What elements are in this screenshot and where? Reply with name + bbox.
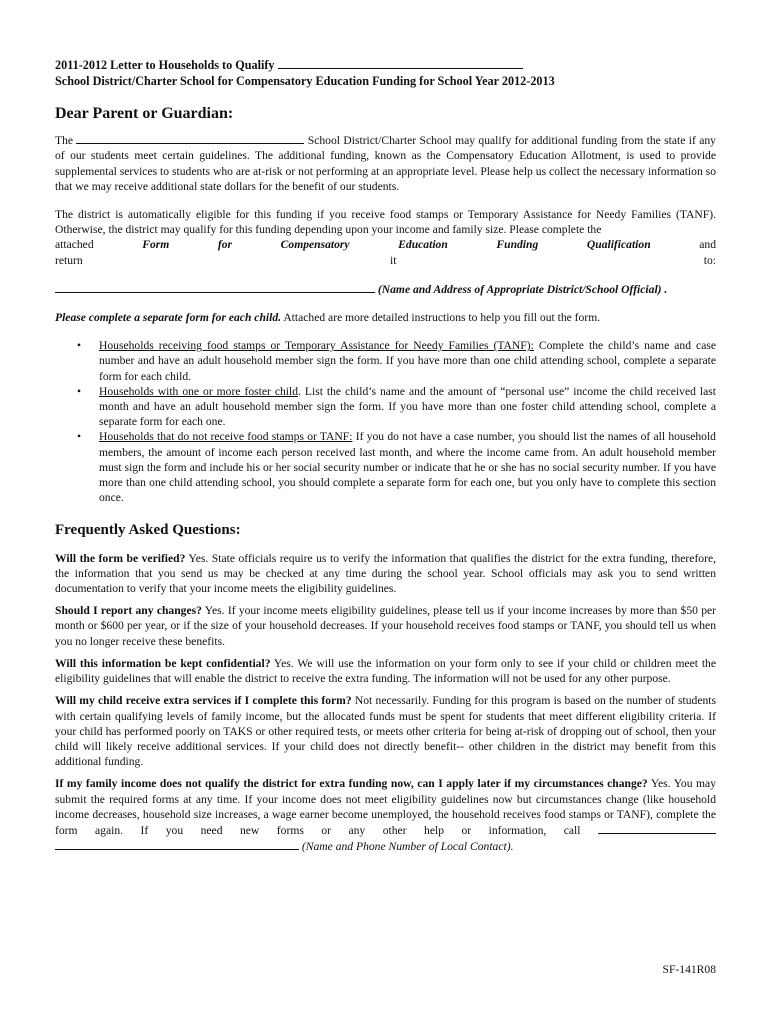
faq-item bbox=[55, 603, 716, 649]
return-address-line bbox=[55, 281, 716, 297]
header-title: 2011-2012 Letter to Households to Qualify bbox=[55, 58, 275, 72]
faq-answer: Yes. You may submit the required forms at any time. If your income does not meet eligibility guidelines now but circumstances change (like household income decreases, household size increases, a wage earner become unemployed, the household receives food stamps or TANF), complete the form again. If you need new forms or any other help or information, call bbox=[55, 777, 716, 837]
form-title: Form for Compensatory Education Funding Qualification bbox=[142, 238, 651, 252]
faq-question: Will the form be verified? bbox=[55, 551, 186, 565]
faq-item bbox=[55, 776, 716, 854]
bullet-icon: • bbox=[77, 339, 82, 353]
faq-item bbox=[55, 656, 716, 686]
faq-answer: Yes. If your income meets eligibility guidelines, please tell us if your income increases by more than $50 per month or $600 per year, or if the size of your household decreases. If your household receives food stamps or TANF, you should tell us when you no longer receive these benefits. bbox=[55, 604, 716, 648]
bullet-icon: • bbox=[77, 430, 82, 444]
bullet-icon: • bbox=[77, 384, 82, 398]
intro-paragraph-1: The School District/Charter School may qualify for additional funding from the state if any of our students meet certain guidelines. The additional funding, known as the Compensatory Education Allotment, is used to provide supplemental services to students who are at-risk or not performing at an appropriate level. Please help us collect the necessary information so that we may receive additional state dollars for the benefit of our students. bbox=[55, 134, 716, 193]
letter-body bbox=[55, 57, 716, 854]
contact-name-blank[interactable] bbox=[55, 838, 299, 850]
header-line-2: School District/Charter School for Compensatory Education Funding for School Year 2012-2013 bbox=[55, 74, 555, 88]
contact-note: (Name and Phone Number of Local Contact). bbox=[301, 840, 514, 854]
form-number: SF-141R08 bbox=[662, 963, 716, 976]
faq-answer: Yes. We will use the information on your form only to see if your child or children meet the eligibility guidelines that will enable the district to receive the extra funding. The information will not be used for any other purpose. bbox=[55, 656, 716, 686]
faq-item bbox=[55, 693, 716, 769]
official-address-blank[interactable] bbox=[55, 281, 375, 293]
faq-item bbox=[55, 551, 716, 597]
faq-question: Will my child receive extra services if I complete this form? bbox=[55, 694, 352, 708]
contact-phone-blank[interactable] bbox=[598, 822, 716, 834]
faq-question: If my family income does not qualify the district for extra funding now, can I apply later if my circumstances change? bbox=[55, 777, 648, 791]
faq-question: Will this information be kept confidential? bbox=[55, 656, 271, 670]
list-item: • Households with one or more foster child. List the child’s name and the amount of “personal use” income the child received last month and have an adult household member sign the form. If you have more than one foster child attending school, complete a separate form for each one. bbox=[77, 384, 716, 429]
salutation: Dear Parent or Guardian: bbox=[55, 105, 234, 122]
school-district-blank[interactable] bbox=[76, 132, 304, 144]
intro-paragraph-2: The district is automatically eligible for this funding if you receive food stamps or Temporary Assistance for Needy Families (TANF). Otherwise, the district may qualify for this funding depending upon your income and family size. Please complete the bbox=[55, 208, 716, 237]
list-item: • Households receiving food stamps or Temporary Assistance for Needy Families (TANF): Complete the child’s name and case number and have an adult household member sign the form. If you have more than one child attending school, complete a separate form for each child. bbox=[77, 339, 717, 383]
district-name-blank[interactable] bbox=[278, 57, 523, 69]
faq-question: Should I report any changes? bbox=[55, 604, 202, 618]
header-line-1 bbox=[55, 57, 716, 73]
intro-paragraph-2-last-line: attached Form for Compensatory Education Funding Qualification and return it to: bbox=[55, 238, 717, 267]
list-item: • Households that do not receive food stamps or TANF: If you do not have a case number, you should list the names of all household members, the amount of income each person received last month, and where the income came from. An adult household member must sign the form and include his or her social security number or indicate that he or she has no social security number. If you have more than one child attending school, you should complete a separate form for each one, but you only have to complete this section once. bbox=[77, 430, 716, 505]
household-instructions-list bbox=[55, 338, 716, 505]
faq-heading: Frequently Asked Questions: bbox=[55, 522, 241, 539]
faq-answer: Yes. State officials require us to verify the information that qualifies the district for the extra funding, therefore, the information that you send us may be checked at any time during the school year. School officials may ask you to send written documentation to verify that your income meets the eligibility guidelines. bbox=[55, 551, 717, 596]
faq-answer: Not necessarily. Funding for this program is based on the number of students with certain qualifying levels of family income, but the allocated funds must be spent for students that meet different eligibility criteria. If your child has performed poorly on TAKS or other required tests, or meets other criteria for being at-risk of dropping out of school, then your child will likely receive additional services. If your child does not directly benefit-- other children in the district may benefit from this additional funding. bbox=[55, 694, 716, 769]
separate-form-note: Please complete a separate form for each child. Attached are more detailed instructions to help you fill out the form. bbox=[55, 311, 601, 325]
address-note: (Name and Address of Appropriate District/School Official) . bbox=[377, 282, 668, 296]
